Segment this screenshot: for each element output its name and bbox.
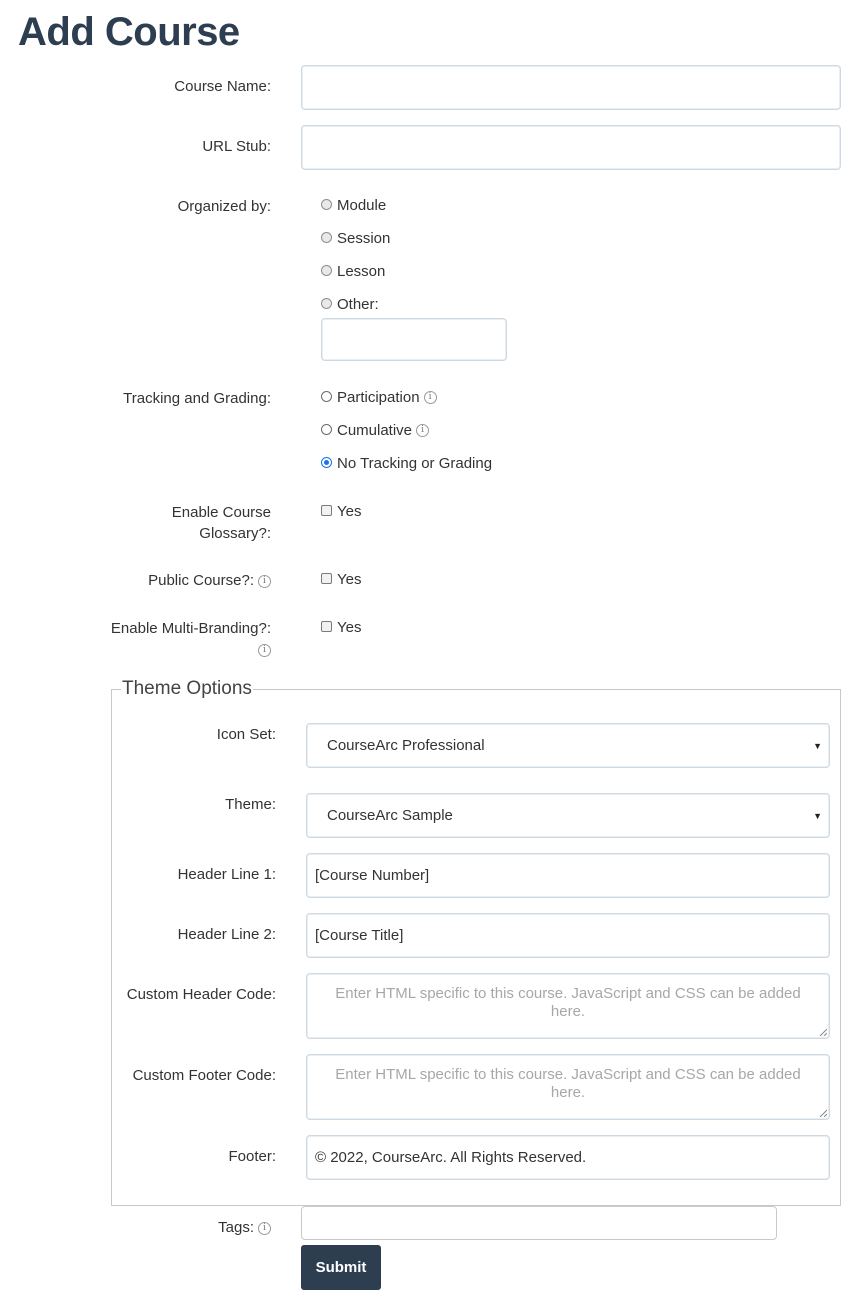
chevron-down-icon: ▼	[813, 810, 822, 821]
info-icon[interactable]: i	[258, 1222, 271, 1235]
info-icon[interactable]: i	[416, 424, 429, 437]
info-icon[interactable]: i	[424, 391, 437, 404]
info-icon[interactable]: i	[258, 644, 271, 657]
footer-input[interactable]: © 2022, CourseArc. All Rights Reserved.	[306, 1135, 830, 1180]
icon-set-label: Icon Set:	[216, 726, 276, 743]
tracking-none-label: No Tracking or Grading	[337, 455, 493, 472]
public-course-yes-label: Yes	[337, 571, 362, 588]
public-course-option[interactable]	[321, 571, 361, 588]
submit-button[interactable]: Submit	[301, 1245, 381, 1290]
multi-branding-label-wrap	[111, 618, 271, 660]
radio-session[interactable]	[321, 232, 332, 243]
course-name-label: Course Name:	[174, 78, 271, 95]
organized-other-option[interactable]	[321, 296, 379, 313]
organized-other-label: Other:	[337, 296, 379, 313]
resize-grip-icon[interactable]	[819, 1028, 827, 1036]
tracking-cumulative-option[interactable]	[321, 422, 429, 439]
course-name-input[interactable]	[301, 65, 841, 110]
organized-session-label: Session	[337, 230, 391, 247]
radio-other[interactable]	[321, 298, 332, 309]
organized-session-option[interactable]	[321, 230, 390, 247]
glossary-label-line1: Enable Course	[171, 504, 271, 521]
tracking-label: Tracking and Grading:	[123, 390, 271, 407]
icon-set-select[interactable]	[306, 723, 830, 768]
glossary-yes-label: Yes	[337, 503, 362, 520]
public-course-label-wrap	[148, 570, 271, 591]
glossary-label-line2: Glossary?:	[199, 525, 271, 542]
radio-no-tracking[interactable]	[321, 457, 332, 468]
organized-other-input[interactable]	[321, 318, 507, 361]
header-line-1-label: Header Line 1:	[177, 866, 276, 883]
url-stub-label: URL Stub:	[202, 138, 271, 155]
header-line-1-input[interactable]: [Course Number]	[306, 853, 830, 898]
glossary-checkbox[interactable]	[321, 505, 332, 516]
url-stub-input[interactable]	[301, 125, 841, 170]
tracking-none-option[interactable]	[321, 455, 492, 472]
multi-branding-checkbox[interactable]	[321, 621, 332, 632]
tags-label: Tags:	[218, 1219, 254, 1236]
radio-participation[interactable]	[321, 391, 332, 402]
custom-footer-placeholder: Enter HTML specific to this course. JavaScript and CSS can be added here.	[335, 1066, 801, 1101]
custom-header-textarea[interactable]	[306, 973, 830, 1039]
organized-lesson-option[interactable]	[321, 263, 385, 280]
multi-branding-label: Enable Multi-Branding?:	[110, 620, 271, 637]
theme-select[interactable]	[306, 793, 830, 838]
resize-grip-icon[interactable]	[819, 1109, 827, 1117]
radio-cumulative[interactable]	[321, 424, 332, 435]
radio-module[interactable]	[321, 199, 332, 210]
glossary-label	[172, 502, 271, 544]
chevron-down-icon: ▼	[813, 740, 822, 751]
tags-label-wrap	[218, 1217, 271, 1238]
custom-footer-textarea[interactable]	[306, 1054, 830, 1120]
header-line-2-label: Header Line 2:	[177, 926, 276, 943]
glossary-option[interactable]	[321, 503, 361, 520]
public-course-checkbox[interactable]	[321, 573, 332, 584]
tracking-participation-option[interactable]	[321, 389, 437, 406]
theme-label: Theme:	[225, 796, 276, 813]
custom-footer-label: Custom Footer Code:	[132, 1067, 276, 1084]
theme-value: CourseArc Sample	[327, 807, 453, 824]
multi-branding-option[interactable]	[321, 619, 361, 636]
tags-input[interactable]	[301, 1206, 777, 1240]
tracking-participation-label: Participation	[337, 389, 420, 406]
multi-branding-yes-label: Yes	[337, 619, 362, 636]
custom-header-placeholder: Enter HTML specific to this course. JavaScript and CSS can be added here.	[335, 985, 801, 1020]
theme-options-legend: Theme Options	[122, 678, 252, 699]
footer-label: Footer:	[228, 1148, 276, 1165]
organized-lesson-label: Lesson	[337, 263, 386, 280]
public-course-label: Public Course?:	[148, 572, 254, 589]
radio-lesson[interactable]	[321, 265, 332, 276]
organized-module-label: Module	[337, 197, 387, 214]
organized-module-option[interactable]	[321, 197, 386, 214]
icon-set-value: CourseArc Professional	[327, 737, 485, 754]
info-icon[interactable]: i	[258, 575, 271, 588]
header-line-2-input[interactable]: [Course Title]	[306, 913, 830, 958]
custom-header-label: Custom Header Code:	[126, 986, 276, 1003]
page-title: Add Course	[18, 10, 240, 54]
organized-by-label: Organized by:	[177, 198, 271, 215]
tracking-cumulative-label: Cumulative	[337, 422, 413, 439]
